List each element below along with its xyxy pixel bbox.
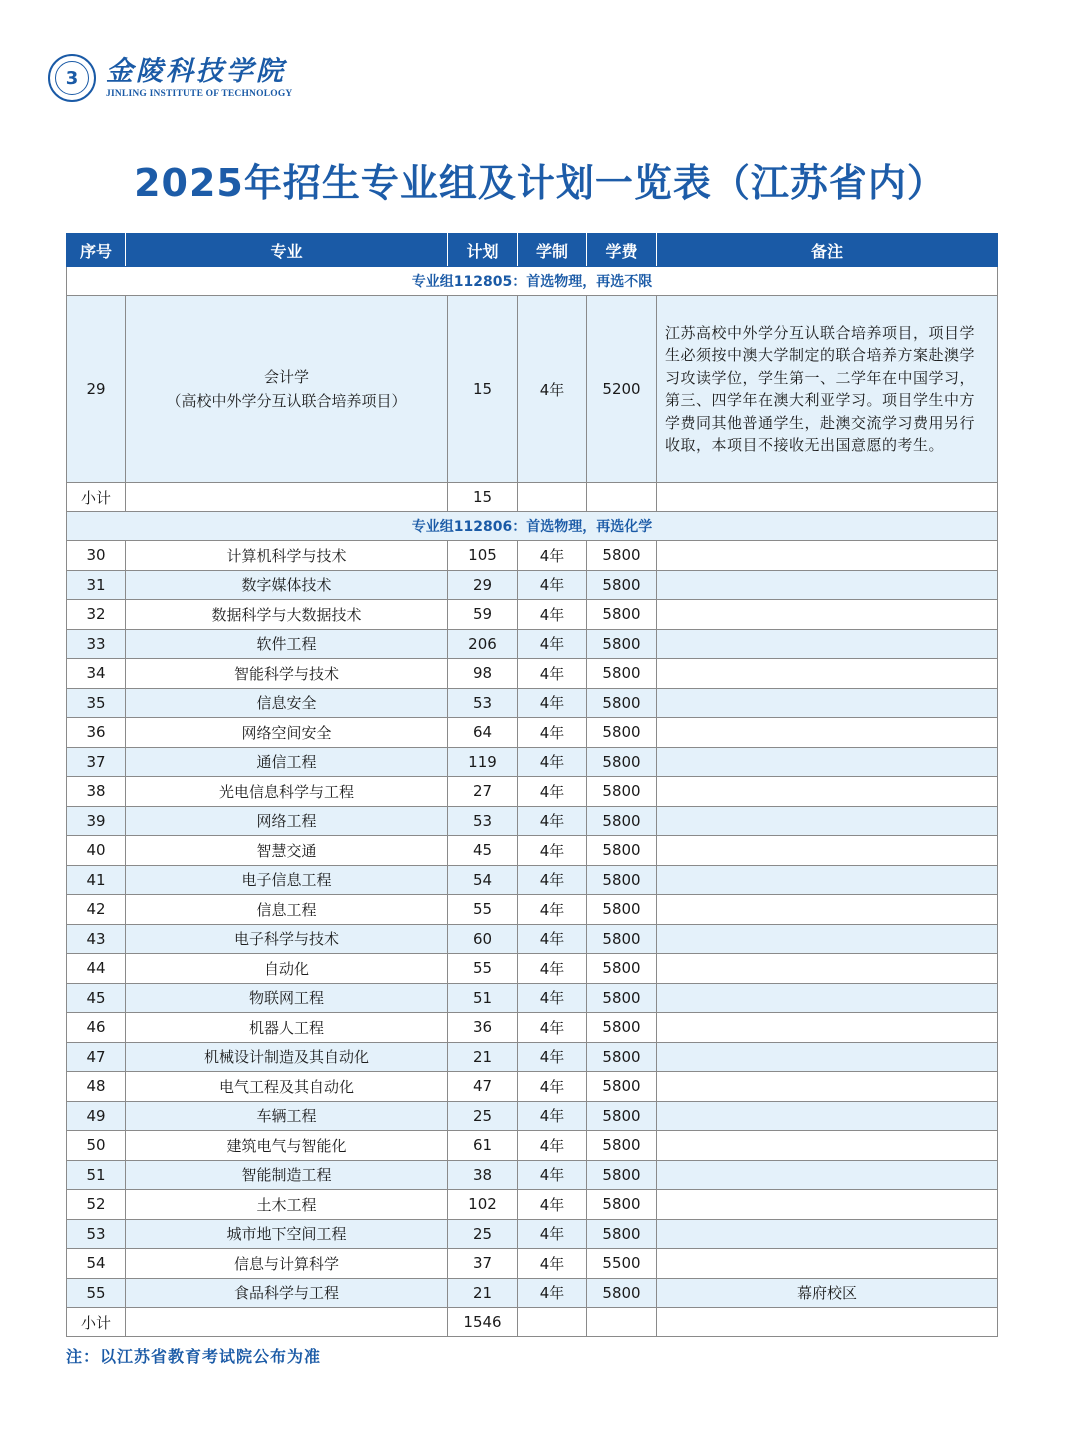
row-years: 4年 — [518, 1160, 587, 1190]
row-plan: 37 — [448, 1249, 518, 1279]
row-plan: 55 — [448, 954, 518, 984]
table-row — [67, 718, 998, 748]
row-fee: 5800 — [587, 688, 657, 718]
row-years: 4年 — [518, 747, 587, 777]
row-no: 31 — [67, 570, 126, 600]
row-major: 物联网工程 — [126, 983, 448, 1013]
row-years: 4年 — [518, 629, 587, 659]
row-no: 36 — [67, 718, 126, 748]
subtotal-value: 1546 — [448, 1308, 518, 1337]
table-row — [67, 1160, 998, 1190]
table-row — [67, 1013, 998, 1043]
table-row — [67, 296, 998, 483]
row-no: 42 — [67, 895, 126, 925]
subtotal-value: 15 — [448, 483, 518, 512]
page-title: 2025年招生专业组及计划一览表（江苏省内） — [134, 161, 946, 205]
row-plan: 25 — [448, 1101, 518, 1131]
row-fee: 5500 — [587, 1249, 657, 1279]
row-note — [657, 983, 998, 1013]
row-plan: 27 — [448, 777, 518, 807]
row-fee: 5800 — [587, 865, 657, 895]
row-major: 通信工程 — [126, 747, 448, 777]
seal-glyph: 3 — [55, 61, 89, 95]
row-plan: 38 — [448, 1160, 518, 1190]
table-row — [67, 1131, 998, 1161]
table-row — [67, 1190, 998, 1220]
row-note — [657, 747, 998, 777]
row-no: 52 — [67, 1190, 126, 1220]
row-plan: 55 — [448, 895, 518, 925]
group-label: 专业组112806：首选物理，再选化学 — [67, 512, 998, 541]
row-no: 32 — [67, 600, 126, 630]
row-years: 4年 — [518, 570, 587, 600]
row-years: 4年 — [518, 541, 587, 571]
row-years: 4年 — [518, 659, 587, 689]
table-row — [67, 570, 998, 600]
row-no: 50 — [67, 1131, 126, 1161]
row-plan: 98 — [448, 659, 518, 689]
row-fee: 5800 — [587, 1042, 657, 1072]
row-years: 4年 — [518, 1278, 587, 1308]
row-years: 4年 — [518, 1219, 587, 1249]
row-fee: 5800 — [587, 836, 657, 866]
row-no: 48 — [67, 1072, 126, 1102]
table-row — [67, 1219, 998, 1249]
row-years: 4年 — [518, 1042, 587, 1072]
row-plan: 59 — [448, 600, 518, 630]
row-years: 4年 — [518, 600, 587, 630]
row-no: 51 — [67, 1160, 126, 1190]
row-note — [657, 924, 998, 954]
group-header-row — [67, 267, 998, 296]
table-row — [67, 806, 998, 836]
table-row — [67, 1072, 998, 1102]
subtotal-empty — [126, 483, 448, 512]
row-fee: 5800 — [587, 895, 657, 925]
row-note — [657, 1249, 998, 1279]
group-header-row — [67, 512, 998, 541]
row-fee: 5800 — [587, 718, 657, 748]
row-plan: 21 — [448, 1278, 518, 1308]
row-years: 4年 — [518, 836, 587, 866]
row-major: 软件工程 — [126, 629, 448, 659]
row-no: 49 — [67, 1101, 126, 1131]
row-years: 4年 — [518, 1131, 587, 1161]
header-note: 备注 — [657, 234, 998, 267]
row-plan: 51 — [448, 983, 518, 1013]
school-logo — [48, 54, 292, 102]
row-no: 38 — [67, 777, 126, 807]
row-major: 数据科学与大数据技术 — [126, 600, 448, 630]
row-fee: 5800 — [587, 1013, 657, 1043]
row-major: 网络工程 — [126, 806, 448, 836]
row-years: 4年 — [518, 1013, 587, 1043]
row-note — [657, 865, 998, 895]
row-no: 30 — [67, 541, 126, 571]
header-plan: 计划 — [448, 234, 518, 267]
row-major: 建筑电气与智能化 — [126, 1131, 448, 1161]
enrollment-plan-table — [66, 233, 998, 1337]
subtotal-empty — [587, 1308, 657, 1337]
row-fee: 5800 — [587, 1190, 657, 1220]
logo-english-name: JINLING INSTITUTE OF TECHNOLOGY — [106, 89, 293, 99]
row-major: 机械设计制造及其自动化 — [126, 1042, 448, 1072]
subtotal-row — [67, 483, 998, 512]
row-no: 44 — [67, 954, 126, 984]
row-note — [657, 1042, 998, 1072]
row-years: 4年 — [518, 1072, 587, 1102]
row-major: 信息安全 — [126, 688, 448, 718]
row-fee: 5800 — [587, 1131, 657, 1161]
row-years: 4年 — [518, 895, 587, 925]
row-note — [657, 1072, 998, 1102]
row-no: 35 — [67, 688, 126, 718]
header-fee: 学费 — [587, 234, 657, 267]
table-row — [67, 659, 998, 689]
row-years: 4年 — [518, 777, 587, 807]
header-years: 学制 — [518, 234, 587, 267]
row-plan: 61 — [448, 1131, 518, 1161]
row-fee: 5800 — [587, 747, 657, 777]
row-no: 46 — [67, 1013, 126, 1043]
row-plan: 21 — [448, 1042, 518, 1072]
table-row — [67, 1042, 998, 1072]
table-row — [67, 983, 998, 1013]
row-note — [657, 1160, 998, 1190]
row-fee: 5800 — [587, 777, 657, 807]
table-row — [67, 688, 998, 718]
row-note — [657, 895, 998, 925]
row-major: 网络空间安全 — [126, 718, 448, 748]
row-note: 幕府校区 — [657, 1278, 998, 1308]
row-major: 数字媒体技术 — [126, 570, 448, 600]
row-no: 47 — [67, 1042, 126, 1072]
row-fee: 5800 — [587, 570, 657, 600]
table-row — [67, 836, 998, 866]
row-major: 智能制造工程 — [126, 1160, 448, 1190]
table-row — [67, 954, 998, 984]
subtotal-label: 小计 — [67, 1308, 126, 1337]
row-plan: 25 — [448, 1219, 518, 1249]
row-plan: 105 — [448, 541, 518, 571]
table-row — [67, 747, 998, 777]
row-plan: 47 — [448, 1072, 518, 1102]
row-note — [657, 659, 998, 689]
row-fee: 5800 — [587, 541, 657, 571]
row-fee: 5800 — [587, 924, 657, 954]
row-major: 智能科学与技术 — [126, 659, 448, 689]
row-note — [657, 629, 998, 659]
row-major: 计算机科学与技术 — [126, 541, 448, 571]
row-fee: 5800 — [587, 1101, 657, 1131]
row-plan: 54 — [448, 865, 518, 895]
row-note — [657, 1219, 998, 1249]
row-plan: 60 — [448, 924, 518, 954]
row-no: 40 — [67, 836, 126, 866]
table-row — [67, 865, 998, 895]
row-years: 4年 — [518, 954, 587, 984]
row-note — [657, 1190, 998, 1220]
school-seal-icon — [48, 54, 96, 102]
row-major: 电子信息工程 — [126, 865, 448, 895]
row-fee: 5800 — [587, 806, 657, 836]
subtotal-empty — [657, 483, 998, 512]
row-major: 智慧交通 — [126, 836, 448, 866]
row-major: 光电信息科学与工程 — [126, 777, 448, 807]
row-fee: 5200 — [587, 296, 657, 483]
row-no: 43 — [67, 924, 126, 954]
row-plan: 15 — [448, 296, 518, 483]
subtotal-empty — [518, 483, 587, 512]
row-note — [657, 718, 998, 748]
subtotal-empty — [657, 1308, 998, 1337]
row-years: 4年 — [518, 983, 587, 1013]
table-row — [67, 1249, 998, 1279]
row-years: 4年 — [518, 806, 587, 836]
row-no: 53 — [67, 1219, 126, 1249]
row-note — [657, 600, 998, 630]
row-note: 江苏高校中外学分互认联合培养项目，项目学生必须按中澳大学制定的联合培养方案赴澳学习攻读学位，学生第一、二学年在中国学习，第三、四学年在澳大利亚学习。项目学生中方学费同其他普通学生，赴澳交流学习费用另行收取，本项目不接收无出国意愿的考生。 — [657, 296, 998, 483]
row-major: 城市地下空间工程 — [126, 1219, 448, 1249]
row-fee: 5800 — [587, 954, 657, 984]
row-plan: 206 — [448, 629, 518, 659]
row-note — [657, 777, 998, 807]
row-plan: 53 — [448, 688, 518, 718]
row-note — [657, 1101, 998, 1131]
row-major: 机器人工程 — [126, 1013, 448, 1043]
row-no: 54 — [67, 1249, 126, 1279]
logo-chinese-name: 金陵科技学院 — [106, 56, 286, 87]
row-years: 4年 — [518, 718, 587, 748]
table-row — [67, 600, 998, 630]
row-plan: 45 — [448, 836, 518, 866]
row-no: 34 — [67, 659, 126, 689]
row-plan: 119 — [448, 747, 518, 777]
row-note — [657, 1013, 998, 1043]
row-years: 4年 — [518, 1190, 587, 1220]
row-fee: 5800 — [587, 629, 657, 659]
row-fee: 5800 — [587, 983, 657, 1013]
row-no: 45 — [67, 983, 126, 1013]
row-fee: 5800 — [587, 1160, 657, 1190]
row-fee: 5800 — [587, 659, 657, 689]
table-body — [67, 267, 998, 1337]
row-years: 4年 — [518, 865, 587, 895]
group-label: 专业组112805：首选物理，再选不限 — [67, 267, 998, 296]
row-note — [657, 570, 998, 600]
table-row — [67, 629, 998, 659]
row-years: 4年 — [518, 688, 587, 718]
row-fee: 5800 — [587, 1219, 657, 1249]
row-major: 土木工程 — [126, 1190, 448, 1220]
subtotal-empty — [587, 483, 657, 512]
row-plan: 36 — [448, 1013, 518, 1043]
row-fee: 5800 — [587, 600, 657, 630]
row-plan: 53 — [448, 806, 518, 836]
row-no: 37 — [67, 747, 126, 777]
row-major: 信息工程 — [126, 895, 448, 925]
row-major — [126, 296, 448, 483]
row-no: 29 — [67, 296, 126, 483]
table-row — [67, 1101, 998, 1131]
footnote: 注：以江苏省教育考试院公布为准 — [66, 1347, 322, 1366]
row-plan: 64 — [448, 718, 518, 748]
subtotal-empty — [126, 1308, 448, 1337]
row-years: 4年 — [518, 1249, 587, 1279]
row-major-name: 会计学 — [263, 368, 309, 386]
row-major: 自动化 — [126, 954, 448, 984]
row-major: 电子科学与技术 — [126, 924, 448, 954]
row-note — [657, 688, 998, 718]
row-major: 信息与计算科学 — [126, 1249, 448, 1279]
row-no: 41 — [67, 865, 126, 895]
table-row — [67, 895, 998, 925]
table-row — [67, 924, 998, 954]
header-major: 专业 — [126, 234, 448, 267]
row-note — [657, 541, 998, 571]
table-row — [67, 1278, 998, 1308]
subtotal-empty — [518, 1308, 587, 1337]
row-note — [657, 1131, 998, 1161]
row-plan: 102 — [448, 1190, 518, 1220]
row-no: 55 — [67, 1278, 126, 1308]
table-header-row — [67, 234, 998, 267]
row-no: 39 — [67, 806, 126, 836]
row-years: 4年 — [518, 924, 587, 954]
row-years: 4年 — [518, 296, 587, 483]
row-note — [657, 806, 998, 836]
table-row — [67, 541, 998, 571]
row-no: 33 — [67, 629, 126, 659]
row-years: 4年 — [518, 1101, 587, 1131]
row-major: 电气工程及其自动化 — [126, 1072, 448, 1102]
table-row — [67, 777, 998, 807]
row-note — [657, 954, 998, 984]
row-major-subtitle: （高校中外学分互认联合培养项目） — [166, 392, 407, 410]
row-major: 食品科学与工程 — [126, 1278, 448, 1308]
logo-text — [106, 56, 292, 100]
subtotal-row — [67, 1308, 998, 1337]
row-note — [657, 836, 998, 866]
row-major: 车辆工程 — [126, 1101, 448, 1131]
row-fee: 5800 — [587, 1278, 657, 1308]
subtotal-label: 小计 — [67, 483, 126, 512]
row-plan: 29 — [448, 570, 518, 600]
row-fee: 5800 — [587, 1072, 657, 1102]
header-no: 序号 — [67, 234, 126, 267]
